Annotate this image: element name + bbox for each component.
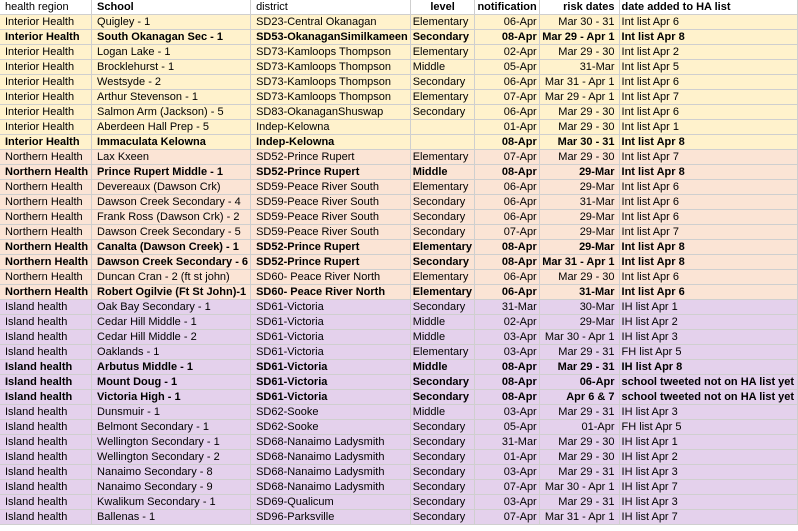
table-row bbox=[0, 180, 798, 195]
cell-level[interactable]: Secondary bbox=[410, 435, 475, 450]
cell-district[interactable]: SD96-Parksville bbox=[251, 510, 411, 525]
cell-district[interactable]: SD61-Victoria bbox=[251, 345, 411, 360]
table-row bbox=[0, 150, 798, 165]
cell-level[interactable] bbox=[410, 135, 475, 150]
cell-health-region[interactable]: Island health bbox=[0, 495, 92, 510]
header-row bbox=[0, 0, 798, 15]
cell-school[interactable]: Frank Ross (Dawson Crk) - 2 bbox=[92, 210, 251, 225]
column-header-notification[interactable]: notification bbox=[475, 0, 539, 15]
cell-notification[interactable]: 03-Apr bbox=[475, 345, 539, 360]
cell-notification[interactable]: 07-Apr bbox=[475, 150, 539, 165]
cell-district[interactable]: SD69-Qualicum bbox=[251, 495, 411, 510]
table-row bbox=[0, 195, 798, 210]
cell-risk-dates[interactable]: Apr 6 & 7 bbox=[539, 390, 619, 405]
column-header-district[interactable]: district bbox=[251, 0, 411, 15]
cell-risk-dates[interactable]: Mar 29 - 30 bbox=[539, 150, 619, 165]
cell-health-region[interactable]: Island health bbox=[0, 300, 92, 315]
cell-risk-dates[interactable]: 29-Mar bbox=[539, 165, 619, 180]
cell-school[interactable]: Salmon Arm (Jackson) - 5 bbox=[92, 105, 251, 120]
cell-notification[interactable]: 08-Apr bbox=[475, 375, 539, 390]
cell-level[interactable]: Secondary bbox=[410, 495, 475, 510]
cell-level[interactable]: Secondary bbox=[410, 210, 475, 225]
cell-health-region[interactable]: Northern Health bbox=[0, 270, 92, 285]
cell-date-added[interactable]: Int list Apr 8 bbox=[619, 30, 797, 45]
cell-date-added[interactable]: Int list Apr 8 bbox=[619, 135, 797, 150]
cell-health-region[interactable]: Island health bbox=[0, 450, 92, 465]
cell-level[interactable]: Middle bbox=[410, 315, 475, 330]
table-row bbox=[0, 45, 798, 60]
cell-risk-dates[interactable]: Mar 30 - Apr 1 bbox=[539, 330, 619, 345]
cell-school[interactable]: Wellington Secondary - 2 bbox=[92, 450, 251, 465]
cell-school[interactable]: Oak Bay Secondary - 1 bbox=[92, 300, 251, 315]
cell-notification[interactable]: 01-Apr bbox=[475, 120, 539, 135]
table-row bbox=[0, 75, 798, 90]
cell-notification[interactable]: 31-Mar bbox=[475, 300, 539, 315]
cell-school[interactable]: Wellington Secondary - 1 bbox=[92, 435, 251, 450]
cell-district[interactable]: SD73-Kamloops Thompson bbox=[251, 45, 411, 60]
cell-level[interactable]: Secondary bbox=[410, 480, 475, 495]
cell-level[interactable]: Middle bbox=[410, 60, 475, 75]
cell-notification[interactable]: 08-Apr bbox=[475, 240, 539, 255]
table-row bbox=[0, 315, 798, 330]
cell-school[interactable]: Oaklands - 1 bbox=[92, 345, 251, 360]
cell-date-added[interactable]: Int list Apr 7 bbox=[619, 150, 797, 165]
table-row bbox=[0, 90, 798, 105]
cell-risk-dates[interactable]: 29-Mar bbox=[539, 225, 619, 240]
cell-date-added[interactable]: FH list Apr 5 bbox=[619, 345, 797, 360]
cell-notification[interactable]: 07-Apr bbox=[475, 225, 539, 240]
cell-school[interactable]: Logan Lake - 1 bbox=[92, 45, 251, 60]
cell-date-added[interactable]: Int list Apr 6 bbox=[619, 180, 797, 195]
table-row bbox=[0, 420, 798, 435]
cell-district[interactable]: SD59-Peace River South bbox=[251, 195, 411, 210]
table-row bbox=[0, 285, 798, 300]
cell-health-region[interactable]: Interior Health bbox=[0, 30, 92, 45]
table-row bbox=[0, 135, 798, 150]
cell-level[interactable]: Elementary bbox=[410, 15, 475, 30]
cell-school[interactable]: Lax Kxeen bbox=[92, 150, 251, 165]
cell-notification[interactable]: 06-Apr bbox=[475, 285, 539, 300]
cell-district[interactable]: SD61-Victoria bbox=[251, 360, 411, 375]
cell-school[interactable]: Ballenas - 1 bbox=[92, 510, 251, 525]
cell-notification[interactable]: 03-Apr bbox=[475, 405, 539, 420]
cell-level[interactable]: Secondary bbox=[410, 105, 475, 120]
cell-health-region[interactable]: Northern Health bbox=[0, 285, 92, 300]
cell-health-region[interactable]: Northern Health bbox=[0, 180, 92, 195]
cell-date-added[interactable]: IH list Apr 3 bbox=[619, 330, 797, 345]
cell-school[interactable]: Devereaux (Dawson Crk) bbox=[92, 180, 251, 195]
cell-notification[interactable]: 08-Apr bbox=[475, 135, 539, 150]
cell-risk-dates[interactable]: Mar 30 - Apr 1 bbox=[539, 480, 619, 495]
cell-date-added[interactable]: Int list Apr 6 bbox=[619, 210, 797, 225]
cell-level[interactable]: Middle bbox=[410, 165, 475, 180]
cell-date-added[interactable]: Int list Apr 7 bbox=[619, 90, 797, 105]
cell-date-added[interactable]: Int list Apr 8 bbox=[619, 165, 797, 180]
cell-school[interactable]: Mount Doug - 1 bbox=[92, 375, 251, 390]
cell-district[interactable]: SD62-Sooke bbox=[251, 405, 411, 420]
cell-health-region[interactable]: Northern Health bbox=[0, 240, 92, 255]
cell-notification[interactable]: 06-Apr bbox=[475, 105, 539, 120]
column-header-school[interactable]: School bbox=[92, 0, 251, 15]
cell-risk-dates[interactable]: Mar 30 - 31 bbox=[539, 15, 619, 30]
cell-school[interactable]: Dunsmuir - 1 bbox=[92, 405, 251, 420]
cell-health-region[interactable]: Island health bbox=[0, 360, 92, 375]
cell-health-region[interactable]: Island health bbox=[0, 390, 92, 405]
cell-health-region[interactable]: Northern Health bbox=[0, 195, 92, 210]
cell-risk-dates[interactable]: 30-Mar bbox=[539, 300, 619, 315]
cell-school[interactable]: Arthur Stevenson - 1 bbox=[92, 90, 251, 105]
cell-notification[interactable]: 08-Apr bbox=[475, 390, 539, 405]
cell-notification[interactable]: 08-Apr bbox=[475, 165, 539, 180]
cell-notification[interactable]: 31-Mar bbox=[475, 435, 539, 450]
table-row bbox=[0, 330, 798, 345]
table-row bbox=[0, 450, 798, 465]
cell-level[interactable]: Elementary bbox=[410, 285, 475, 300]
table-row bbox=[0, 495, 798, 510]
cell-district[interactable]: SD62-Sooke bbox=[251, 420, 411, 435]
cell-date-added[interactable]: IH list Apr 3 bbox=[619, 405, 797, 420]
cell-health-region[interactable]: Island health bbox=[0, 480, 92, 495]
cell-health-region[interactable]: Interior Health bbox=[0, 45, 92, 60]
cell-district[interactable]: SD52-Prince Rupert bbox=[251, 150, 411, 165]
cell-district[interactable]: SD61-Victoria bbox=[251, 390, 411, 405]
cell-school[interactable]: Prince Rupert Middle - 1 bbox=[92, 165, 251, 180]
cell-risk-dates[interactable]: Mar 29 - 30 bbox=[539, 435, 619, 450]
cell-notification[interactable]: 07-Apr bbox=[475, 90, 539, 105]
cell-level[interactable]: Elementary bbox=[410, 180, 475, 195]
cell-notification[interactable]: 03-Apr bbox=[475, 465, 539, 480]
cell-date-added[interactable]: IH list Apr 8 bbox=[619, 360, 797, 375]
cell-date-added[interactable]: Int list Apr 7 bbox=[619, 225, 797, 240]
cell-risk-dates[interactable]: Mar 29 - Apr 1 bbox=[539, 90, 619, 105]
cell-level[interactable]: Elementary bbox=[410, 345, 475, 360]
cell-level[interactable]: Secondary bbox=[410, 225, 475, 240]
cell-risk-dates[interactable]: Mar 29 - 30 bbox=[539, 105, 619, 120]
cell-health-region[interactable]: Interior Health bbox=[0, 15, 92, 30]
cell-notification[interactable]: 06-Apr bbox=[475, 210, 539, 225]
table-row bbox=[0, 30, 798, 45]
cell-health-region[interactable]: Island health bbox=[0, 465, 92, 480]
cell-district[interactable]: SD60- Peace River North bbox=[251, 285, 411, 300]
cell-level[interactable]: Middle bbox=[410, 405, 475, 420]
table-row bbox=[0, 405, 798, 420]
column-header-risk-dates[interactable]: risk dates bbox=[539, 0, 619, 15]
cell-district[interactable]: SD73-Kamloops Thompson bbox=[251, 75, 411, 90]
cell-level[interactable]: Secondary bbox=[410, 300, 475, 315]
cell-risk-dates[interactable]: Mar 29 - 30 bbox=[539, 270, 619, 285]
table-row bbox=[0, 375, 798, 390]
cell-district[interactable]: SD61-Victoria bbox=[251, 375, 411, 390]
column-header-date-added[interactable]: date added to HA list bbox=[619, 0, 797, 15]
cell-health-region[interactable]: Island health bbox=[0, 510, 92, 525]
cell-risk-dates[interactable]: 29-Mar bbox=[539, 210, 619, 225]
cell-notification[interactable]: 05-Apr bbox=[475, 60, 539, 75]
cell-notification[interactable]: 02-Apr bbox=[475, 45, 539, 60]
cell-risk-dates[interactable]: 29-Mar bbox=[539, 180, 619, 195]
table-row bbox=[0, 105, 798, 120]
cell-notification[interactable]: 02-Apr bbox=[475, 315, 539, 330]
cell-level[interactable]: Secondary bbox=[410, 510, 475, 525]
cell-health-region[interactable]: Interior Health bbox=[0, 60, 92, 75]
cell-school[interactable]: Belmont Secondary - 1 bbox=[92, 420, 251, 435]
cell-date-added[interactable]: Int list Apr 1 bbox=[619, 120, 797, 135]
cell-notification[interactable]: 03-Apr bbox=[475, 495, 539, 510]
cell-risk-dates[interactable]: Mar 29 - 31 bbox=[539, 465, 619, 480]
table-row bbox=[0, 225, 798, 240]
column-header-level[interactable]: level bbox=[410, 0, 475, 15]
cell-health-region[interactable]: Island health bbox=[0, 345, 92, 360]
cell-health-region[interactable]: Interior Health bbox=[0, 90, 92, 105]
cell-school[interactable]: Kwalikum Secondary - 1 bbox=[92, 495, 251, 510]
table-row bbox=[0, 510, 798, 525]
cell-school[interactable]: Arbutus Middle - 1 bbox=[92, 360, 251, 375]
table-row bbox=[0, 465, 798, 480]
table-row bbox=[0, 120, 798, 135]
cell-notification[interactable]: 07-Apr bbox=[475, 480, 539, 495]
cell-risk-dates[interactable]: Mar 31 - Apr 1 bbox=[539, 510, 619, 525]
cell-risk-dates[interactable]: Mar 29 - Apr 1 bbox=[539, 30, 619, 45]
cell-risk-dates[interactable]: Mar 29 - 31 bbox=[539, 495, 619, 510]
cell-date-added[interactable]: IH list Apr 1 bbox=[619, 435, 797, 450]
cell-health-region[interactable]: Island health bbox=[0, 375, 92, 390]
table-row bbox=[0, 255, 798, 270]
cell-district[interactable]: SD61-Victoria bbox=[251, 330, 411, 345]
cell-risk-dates[interactable]: Mar 30 - 31 bbox=[539, 135, 619, 150]
cell-school[interactable]: Nanaimo Secondary - 8 bbox=[92, 465, 251, 480]
cell-notification[interactable]: 06-Apr bbox=[475, 270, 539, 285]
cell-notification[interactable]: 07-Apr bbox=[475, 510, 539, 525]
cell-school[interactable]: Duncan Cran - 2 (ft st john) bbox=[92, 270, 251, 285]
cell-school[interactable]: Brocklehurst - 1 bbox=[92, 60, 251, 75]
cell-date-added[interactable]: Int list Apr 6 bbox=[619, 105, 797, 120]
cell-level[interactable]: Secondary bbox=[410, 255, 475, 270]
cell-level[interactable]: Elementary bbox=[410, 270, 475, 285]
cell-district[interactable]: Indep-Kelowna bbox=[251, 135, 411, 150]
cell-health-region[interactable]: Island health bbox=[0, 330, 92, 345]
table-row bbox=[0, 60, 798, 75]
cell-health-region[interactable]: Island health bbox=[0, 405, 92, 420]
cell-date-added[interactable]: Int list Apr 8 bbox=[619, 240, 797, 255]
cell-school[interactable]: Canalta (Dawson Creek) - 1 bbox=[92, 240, 251, 255]
cell-health-region[interactable]: Northern Health bbox=[0, 210, 92, 225]
cell-notification[interactable]: 01-Apr bbox=[475, 450, 539, 465]
cell-district[interactable]: SD73-Kamloops Thompson bbox=[251, 60, 411, 75]
cell-school[interactable]: Dawson Creek Secondary - 4 bbox=[92, 195, 251, 210]
cell-health-region[interactable]: Interior Health bbox=[0, 105, 92, 120]
cell-district[interactable]: SD59-Peace River South bbox=[251, 210, 411, 225]
cell-date-added[interactable]: school tweeted not on HA list yet bbox=[619, 375, 797, 390]
cell-date-added[interactable]: Int list Apr 6 bbox=[619, 75, 797, 90]
cell-level[interactable]: Middle bbox=[410, 360, 475, 375]
table-row bbox=[0, 360, 798, 375]
cell-risk-dates[interactable]: 01-Apr bbox=[539, 420, 619, 435]
cell-risk-dates[interactable]: 29-Mar bbox=[539, 240, 619, 255]
cell-date-added[interactable]: IH list Apr 2 bbox=[619, 315, 797, 330]
cell-health-region[interactable]: Island health bbox=[0, 315, 92, 330]
cell-notification[interactable]: 06-Apr bbox=[475, 75, 539, 90]
cell-level[interactable]: Secondary bbox=[410, 30, 475, 45]
cell-school[interactable]: Victoria High - 1 bbox=[92, 390, 251, 405]
cell-date-added[interactable]: IH list Apr 3 bbox=[619, 465, 797, 480]
table-row bbox=[0, 345, 798, 360]
cell-district[interactable]: SD73-Kamloops Thompson bbox=[251, 90, 411, 105]
cell-date-added[interactable]: IH list Apr 2 bbox=[619, 450, 797, 465]
cell-risk-dates[interactable]: Mar 29 - 31 bbox=[539, 405, 619, 420]
cell-notification[interactable]: 08-Apr bbox=[475, 360, 539, 375]
cell-district[interactable]: SD68-Nanaimo Ladysmith bbox=[251, 435, 411, 450]
column-header-health-region[interactable]: health region bbox=[0, 0, 92, 15]
cell-health-region[interactable]: Northern Health bbox=[0, 150, 92, 165]
cell-level[interactable]: Secondary bbox=[410, 420, 475, 435]
cell-risk-dates[interactable]: Mar 29 - 30 bbox=[539, 450, 619, 465]
cell-school[interactable]: Aberdeen Hall Prep - 5 bbox=[92, 120, 251, 135]
cell-date-added[interactable]: school tweeted not on HA list yet bbox=[619, 390, 797, 405]
cell-school[interactable]: Dawson Creek Secondary - 5 bbox=[92, 225, 251, 240]
cell-district[interactable]: SD68-Nanaimo Ladysmith bbox=[251, 450, 411, 465]
cell-risk-dates[interactable]: Mar 29 - 30 bbox=[539, 120, 619, 135]
cell-school[interactable]: Nanaimo Secondary - 9 bbox=[92, 480, 251, 495]
cell-notification[interactable]: 06-Apr bbox=[475, 15, 539, 30]
cell-school[interactable]: Robert Ogilvie (Ft St John)-1 bbox=[92, 285, 251, 300]
table-row bbox=[0, 480, 798, 495]
table-row bbox=[0, 435, 798, 450]
cell-level[interactable]: Middle bbox=[410, 330, 475, 345]
cell-health-region[interactable]: Interior Health bbox=[0, 75, 92, 90]
table-row bbox=[0, 240, 798, 255]
cell-health-region[interactable]: Interior Health bbox=[0, 120, 92, 135]
cell-district[interactable]: SD59-Peace River South bbox=[251, 180, 411, 195]
cell-level[interactable]: Secondary bbox=[410, 75, 475, 90]
cell-notification[interactable]: 05-Apr bbox=[475, 420, 539, 435]
cell-district[interactable]: SD61-Victoria bbox=[251, 300, 411, 315]
cell-school[interactable]: Dawson Creek Secondary - 6 bbox=[92, 255, 251, 270]
cell-date-added[interactable]: Int list Apr 6 bbox=[619, 15, 797, 30]
cell-date-added[interactable]: FH list Apr 5 bbox=[619, 420, 797, 435]
table-row bbox=[0, 300, 798, 315]
cell-date-added[interactable]: IH list Apr 3 bbox=[619, 495, 797, 510]
cell-level[interactable]: Secondary bbox=[410, 450, 475, 465]
cell-notification[interactable]: 06-Apr bbox=[475, 180, 539, 195]
cell-district[interactable]: SD68-Nanaimo Ladysmith bbox=[251, 465, 411, 480]
cell-district[interactable]: SD68-Nanaimo Ladysmith bbox=[251, 480, 411, 495]
table-row bbox=[0, 210, 798, 225]
cell-district[interactable]: SD23-Central Okanagan bbox=[251, 15, 411, 30]
cell-date-added[interactable]: Int list Apr 6 bbox=[619, 195, 797, 210]
cell-risk-dates[interactable]: Mar 29 - 31 bbox=[539, 345, 619, 360]
cell-date-added[interactable]: IH list Apr 1 bbox=[619, 300, 797, 315]
cell-risk-dates[interactable]: Mar 29 - 31 bbox=[539, 360, 619, 375]
cell-notification[interactable]: 03-Apr bbox=[475, 330, 539, 345]
cell-level[interactable]: Elementary bbox=[410, 150, 475, 165]
cell-health-region[interactable]: Northern Health bbox=[0, 225, 92, 240]
cell-risk-dates[interactable]: Mar 31 - Apr 1 bbox=[539, 255, 619, 270]
cell-school[interactable]: Quigley - 1 bbox=[92, 15, 251, 30]
table-row bbox=[0, 15, 798, 30]
cell-school[interactable]: Immaculata Kelowna bbox=[92, 135, 251, 150]
cell-level[interactable]: Elementary bbox=[410, 240, 475, 255]
cell-risk-dates[interactable]: 31-Mar bbox=[539, 285, 619, 300]
cell-district[interactable]: SD61-Victoria bbox=[251, 315, 411, 330]
cell-risk-dates[interactable]: Mar 29 - 30 bbox=[539, 45, 619, 60]
cell-health-region[interactable]: Northern Health bbox=[0, 165, 92, 180]
table-row bbox=[0, 270, 798, 285]
cell-district[interactable]: Indep-Kelowna bbox=[251, 120, 411, 135]
cell-notification[interactable]: 06-Apr bbox=[475, 195, 539, 210]
cell-level[interactable]: Secondary bbox=[410, 390, 475, 405]
cell-district[interactable]: SD53-OkanaganSimilkameen bbox=[251, 30, 411, 45]
cell-school[interactable]: Cedar Hill Middle - 1 bbox=[92, 315, 251, 330]
cell-date-added[interactable]: Int list Apr 2 bbox=[619, 45, 797, 60]
cell-risk-dates[interactable]: 31-Mar bbox=[539, 60, 619, 75]
cell-health-region[interactable]: Island health bbox=[0, 435, 92, 450]
cell-health-region[interactable]: Northern Health bbox=[0, 255, 92, 270]
cell-district[interactable]: SD52-Prince Rupert bbox=[251, 255, 411, 270]
cell-school[interactable]: Cedar Hill Middle - 2 bbox=[92, 330, 251, 345]
cell-district[interactable]: SD59-Peace River South bbox=[251, 225, 411, 240]
cell-school[interactable]: South Okanagan Sec - 1 bbox=[92, 30, 251, 45]
cell-district[interactable]: SD52-Prince Rupert bbox=[251, 165, 411, 180]
cell-level[interactable]: Elementary bbox=[410, 90, 475, 105]
cell-district[interactable]: SD60- Peace River North bbox=[251, 270, 411, 285]
cell-date-added[interactable]: Int list Apr 6 bbox=[619, 285, 797, 300]
cell-risk-dates[interactable]: 29-Mar bbox=[539, 315, 619, 330]
cell-date-added[interactable]: Int list Apr 6 bbox=[619, 270, 797, 285]
cell-level[interactable]: Secondary bbox=[410, 195, 475, 210]
cell-risk-dates[interactable]: 06-Apr bbox=[539, 375, 619, 390]
cell-health-region[interactable]: Island health bbox=[0, 420, 92, 435]
table-row bbox=[0, 165, 798, 180]
cell-date-added[interactable]: Int list Apr 8 bbox=[619, 255, 797, 270]
cell-school[interactable]: Westsyde - 2 bbox=[92, 75, 251, 90]
cell-notification[interactable]: 08-Apr bbox=[475, 30, 539, 45]
table-row bbox=[0, 390, 798, 405]
cell-notification[interactable]: 08-Apr bbox=[475, 255, 539, 270]
cell-level[interactable]: Elementary bbox=[410, 45, 475, 60]
cell-date-added[interactable]: Int list Apr 5 bbox=[619, 60, 797, 75]
cell-health-region[interactable]: Interior Health bbox=[0, 135, 92, 150]
cell-risk-dates[interactable]: 31-Mar bbox=[539, 195, 619, 210]
cell-date-added[interactable]: IH list Apr 7 bbox=[619, 480, 797, 495]
cell-level[interactable]: Secondary bbox=[410, 465, 475, 480]
cell-district[interactable]: SD52-Prince Rupert bbox=[251, 240, 411, 255]
cell-district[interactable]: SD83-OkanaganShuswap bbox=[251, 105, 411, 120]
cell-level[interactable]: Secondary bbox=[410, 375, 475, 390]
cell-risk-dates[interactable]: Mar 31 - Apr 1 bbox=[539, 75, 619, 90]
cell-level[interactable] bbox=[410, 120, 475, 135]
cell-date-added[interactable]: IH list Apr 7 bbox=[619, 510, 797, 525]
